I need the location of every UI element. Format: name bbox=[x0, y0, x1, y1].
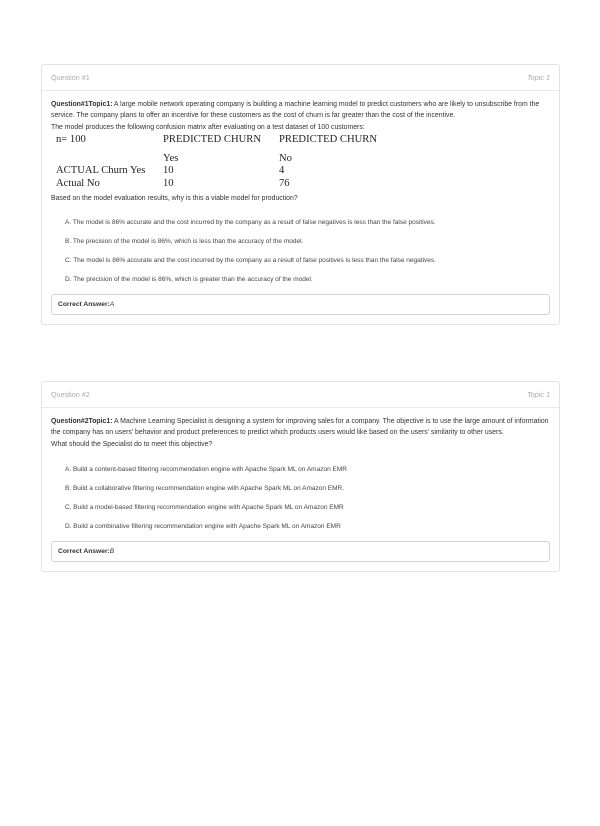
question-card-1 bbox=[41, 64, 560, 325]
option-b[interactable]: B. Build a collaborative filtering recommendation engine with Apache Spark ML on Amazon EMR. bbox=[65, 485, 345, 493]
topic-label: Topic 1 bbox=[527, 73, 550, 82]
option-c[interactable]: C. The model is 86% accurate and the cost incurred by the company as a result of false positives is less than the false negatives. bbox=[65, 256, 436, 264]
matrix-cell: No bbox=[279, 152, 292, 164]
option-a[interactable]: A. Build a content-based filtering recommendation engine with Apache Spark ML on Amazon EMR bbox=[65, 466, 347, 474]
question-number: Question #1 bbox=[51, 73, 90, 82]
matrix-subheader-row bbox=[51, 153, 550, 166]
question-prefix: Question#1Topic1: bbox=[51, 101, 113, 108]
question-body bbox=[42, 91, 559, 324]
correct-answer-value: A bbox=[109, 300, 115, 308]
matrix-cell: 10 bbox=[163, 177, 174, 189]
question-text-2: The model produces the following confusion matrix after evaluating on a test dataset of 100 customers: bbox=[51, 123, 365, 131]
option-d[interactable]: D. The precision of the model is 86%, which is greater than the accuracy of the model. bbox=[65, 275, 313, 283]
matrix-row bbox=[51, 178, 550, 191]
confusion-matrix bbox=[51, 134, 550, 190]
matrix-cell: PREDICTED CHURN bbox=[163, 134, 261, 146]
question-body bbox=[42, 408, 559, 571]
matrix-cell: PREDICTED CHURN bbox=[279, 134, 377, 146]
question-stem: A Machine Learning Specialist is designing a system for improving sales for a company. The objective is to use the large amount of information the company has on users' behavior and product preferences to predict which products users would like based on the users' similarity to other users. bbox=[51, 418, 549, 437]
matrix-cell: n= 100 bbox=[56, 134, 86, 146]
correct-answer-box[interactable] bbox=[51, 541, 550, 562]
correct-answer-box[interactable] bbox=[51, 294, 550, 315]
matrix-cell: 4 bbox=[279, 165, 285, 177]
matrix-cell: 76 bbox=[279, 177, 290, 189]
matrix-row bbox=[51, 165, 550, 178]
matrix-cell bbox=[51, 153, 163, 166]
question-card-2 bbox=[41, 381, 560, 572]
answer-options bbox=[51, 460, 550, 536]
matrix-header-row bbox=[51, 134, 550, 147]
option-b[interactable]: B. The precision of the model is 86%, which is less than the accuracy of the model. bbox=[65, 237, 304, 245]
correct-answer-label: Correct Answer: bbox=[58, 300, 110, 308]
correct-answer-value: B bbox=[109, 548, 115, 556]
matrix-cell: Actual No bbox=[56, 177, 100, 189]
correct-answer-label: Correct Answer: bbox=[58, 548, 110, 556]
option-d[interactable]: D. Build a combinative filtering recommendation engine with Apache Spark ML on Amazon EMR bbox=[65, 523, 341, 531]
matrix-cell: 10 bbox=[163, 165, 174, 177]
question-text bbox=[51, 416, 550, 439]
question-text bbox=[51, 99, 550, 122]
question-text-3: Based on the model evaluation results, why is this a viable model for production? bbox=[51, 195, 298, 203]
answer-options bbox=[51, 213, 550, 289]
topic-label: Topic 1 bbox=[527, 390, 550, 399]
question-header bbox=[42, 65, 559, 91]
option-a[interactable]: A. The model is 86% accurate and the cost incurred by the company as a result of false negatives is less than the false positives. bbox=[65, 218, 436, 226]
option-c[interactable]: C. Build a model-based filtering recommendation engine with Apache Spark ML on Amazon EMR bbox=[65, 504, 344, 512]
question-number: Question #2 bbox=[51, 390, 90, 399]
question-stem: A large mobile network operating company is building a machine learning model to predict customers who are likely to unsubscribe from the service. The company plans to offer an incentive for these customers as the cost of churn is far greater than the cost of the incentive. bbox=[51, 101, 540, 120]
question-text-2: What should the Specialist do to meet this objective? bbox=[51, 440, 213, 448]
question-prefix: Question#2Topic1: bbox=[51, 418, 113, 425]
matrix-cell: ACTUAL Churn Yes bbox=[56, 165, 146, 177]
question-header bbox=[42, 382, 559, 408]
matrix-cell: Yes bbox=[163, 152, 179, 164]
